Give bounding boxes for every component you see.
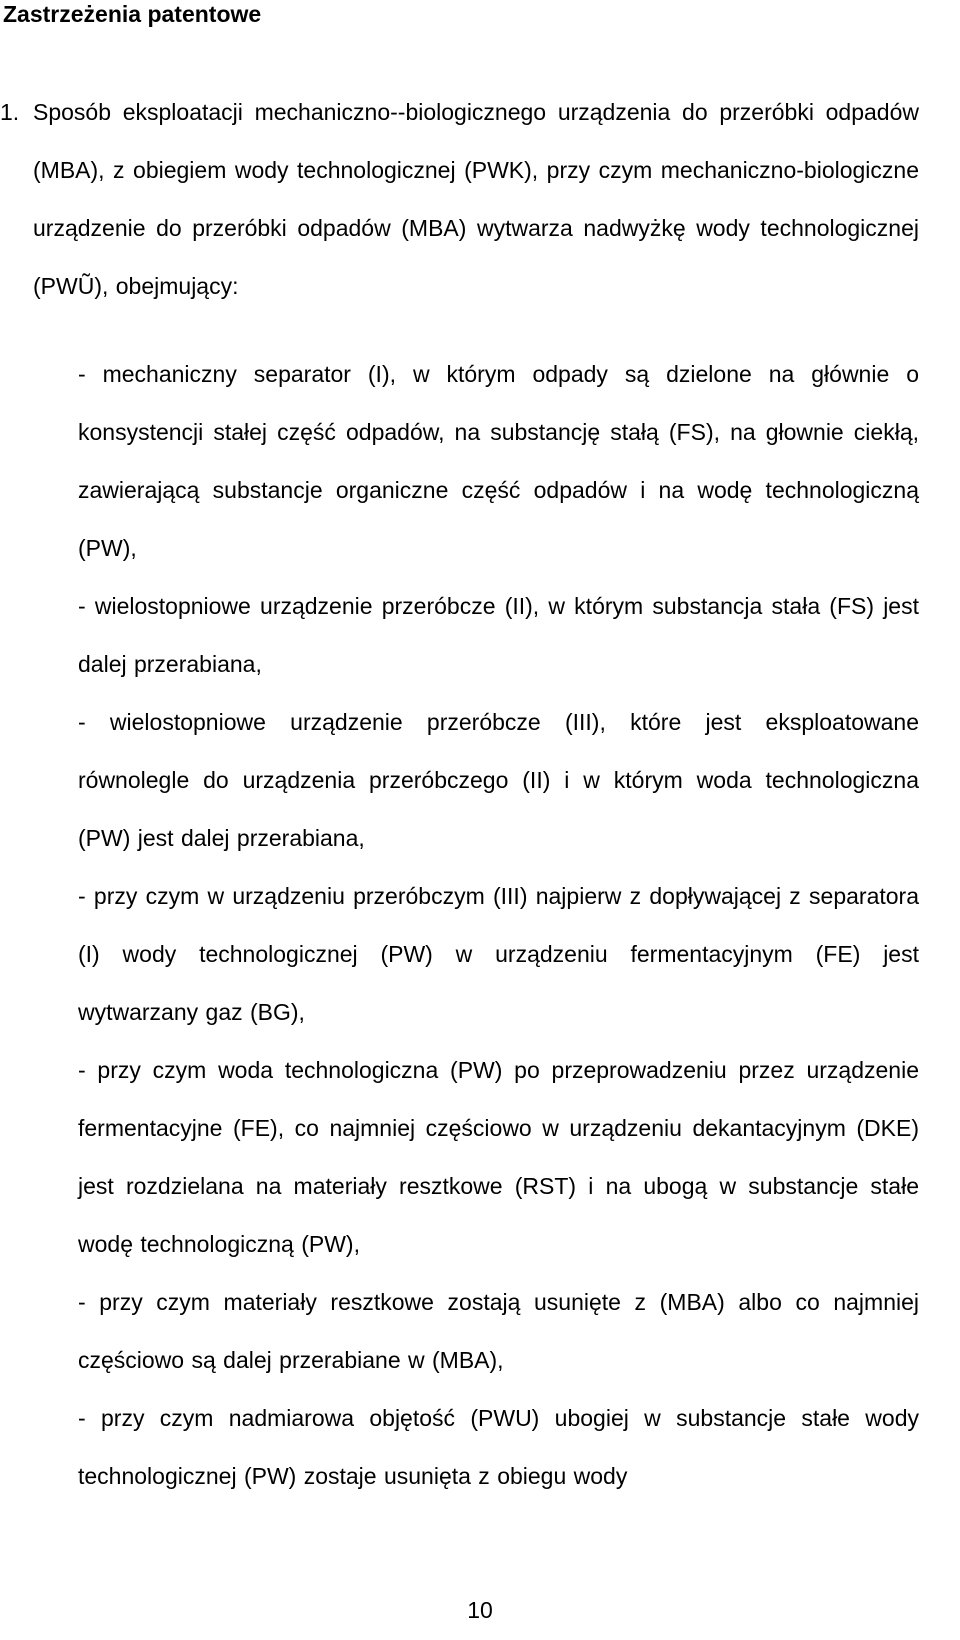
claim-intro-text: Sposób eksploatacji mechaniczno--biologicznego urządzenia do przeróbki odpadów (MBA), z obiegiem wody technologicznej (PWK), przy czym mechaniczno-biologiczne urządzenie do przeróbki odpadów (MBA) wytwarza nadwyżkę wody technologicznej (PWŨ), obejmujący: (33, 99, 919, 299)
claim-intro (0, 83, 919, 315)
claim-item: - przy czym w urządzeniu przeróbczym (III) najpierw z dopływającej z separatora (I) wody technologicznej (PW) w urządzeniu fermentacyjnym (FE) jest wytwarzany gaz (BG), (78, 883, 919, 1025)
claim-item: - przy czym nadmiarowa objętość (PWU) ubogiej w substancje stałe wody technologicznej (PW) zostaje usunięta z obiegu wody (78, 1405, 919, 1489)
claim-number: 1. (0, 99, 20, 125)
claim-item: - przy czym woda technologiczna (PW) po przeprowadzeniu przez urządzenie fermentacyjne (FE), co najmniej częściowo w urządzeniu dekantacyjnym (DKE) jest rozdzielana na materiały resztkowe (RST) i na ubogą w substancje stałe wodę technologiczną (PW), (78, 1057, 919, 1257)
claim-item: - wielostopniowe urządzenie przeróbcze (III), które jest eksploatowane równolegle do urządzenia przeróbczego (II) i w którym woda technologiczna (PW) jest dalej przerabiana, (78, 709, 919, 851)
claim-item: - mechaniczny separator (I), w którym odpady są dzielone na głównie o konsystencji stałej część odpadów, na substancję stałą (FS), na głownie ciekłą, zawierającą substancje organiczne część odpadów i na wodę technologiczną (PW), (78, 361, 919, 561)
claim-item: - wielostopniowe urządzenie przeróbcze (II), w którym substancja stała (FS) jest dalej przerabiana, (78, 593, 919, 677)
page-heading: Zastrzeżenia patentowe (3, 1, 262, 27)
page-number: 10 (467, 1597, 493, 1623)
paragraph-gap (0, 315, 919, 345)
claim-1 (0, 83, 919, 1505)
claim-item: - przy czym materiały resztkowe zostają usunięte z (MBA) albo co najmniej częściowo są dalej przerabiane w (MBA), (78, 1289, 919, 1373)
